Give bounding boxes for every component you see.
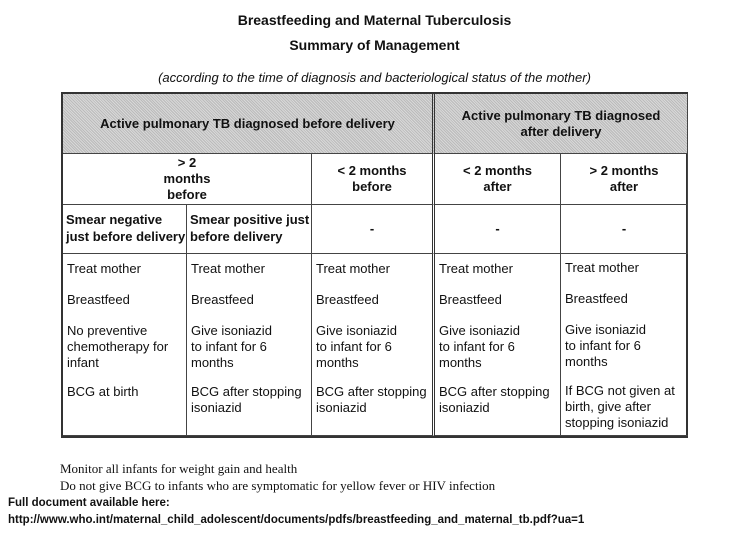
timing-gt2-before: > 2 months before	[63, 154, 312, 205]
column-3-body	[435, 254, 561, 436]
preventive-therapy: No preventive chemotherapy for infant	[67, 323, 169, 370]
document-title: Breastfeeding and Maternal Tuberculosis	[237, 12, 512, 28]
smear-positive: Smear positive just before delivery	[187, 205, 312, 254]
breastfeed: Breastfeed	[565, 291, 628, 306]
breastfeed: Breastfeed	[191, 292, 254, 307]
preventive-therapy: Give isoniazid to infant for 6 months	[191, 323, 272, 370]
treat-mother: Treat mother	[565, 260, 639, 275]
header-before-delivery: Active pulmonary TB diagnosed before delivery	[63, 94, 435, 154]
smear-na: -	[312, 205, 435, 254]
management-table	[61, 92, 688, 438]
breastfeed: Breastfeed	[316, 292, 379, 307]
timing-gt2-after: > 2 months after	[561, 154, 688, 205]
column-1-body	[187, 254, 312, 436]
smear-na: -	[561, 205, 688, 254]
bcg-advice: BCG after stopping isoniazid	[439, 384, 550, 415]
column-2-body	[312, 254, 435, 436]
footnote: Do not give BCG to infants who are symptomatic for yellow fever or HIV infection	[60, 478, 496, 493]
bcg-advice: BCG at birth	[67, 384, 139, 399]
bcg-advice: BCG after stopping isoniazid	[316, 384, 427, 415]
column-4-body	[561, 254, 688, 436]
bcg-advice: BCG after stopping isoniazid	[191, 384, 302, 415]
treat-mother: Treat mother	[67, 261, 141, 276]
smear-na: -	[435, 205, 561, 254]
source-label: Full document available here:	[8, 497, 170, 509]
smear-negative: Smear negative just before delivery	[63, 205, 187, 254]
breastfeed: Breastfeed	[439, 292, 502, 307]
timing-lt2-after: < 2 months after	[435, 154, 561, 205]
treat-mother: Treat mother	[316, 261, 390, 276]
footnote: Monitor all infants for weight gain and health	[60, 461, 298, 476]
preventive-therapy: Give isoniazid to infant for 6 months	[565, 322, 646, 369]
treat-mother: Treat mother	[191, 261, 265, 276]
source-link[interactable]: http://www.who.int/maternal_child_adolescent/documents/pdfs/breastfeeding_and_maternal_tb.pdf?ua=1	[8, 514, 585, 526]
treat-mother: Treat mother	[439, 261, 513, 276]
table-note: (according to the time of diagnosis and bacteriological status of the mother)	[158, 70, 591, 85]
preventive-therapy: Give isoniazid to infant for 6 months	[439, 323, 520, 370]
timing-lt2-before: < 2 months before	[312, 154, 435, 205]
document-subtitle: Summary of Management	[289, 37, 460, 53]
bcg-advice: If BCG not given at birth, give after stopping isoniazid	[565, 383, 675, 430]
column-0-body	[63, 254, 187, 436]
preventive-therapy: Give isoniazid to infant for 6 months	[316, 323, 397, 370]
breastfeed: Breastfeed	[67, 292, 130, 307]
header-after-delivery: Active pulmonary TB diagnosed after delivery	[435, 94, 688, 154]
